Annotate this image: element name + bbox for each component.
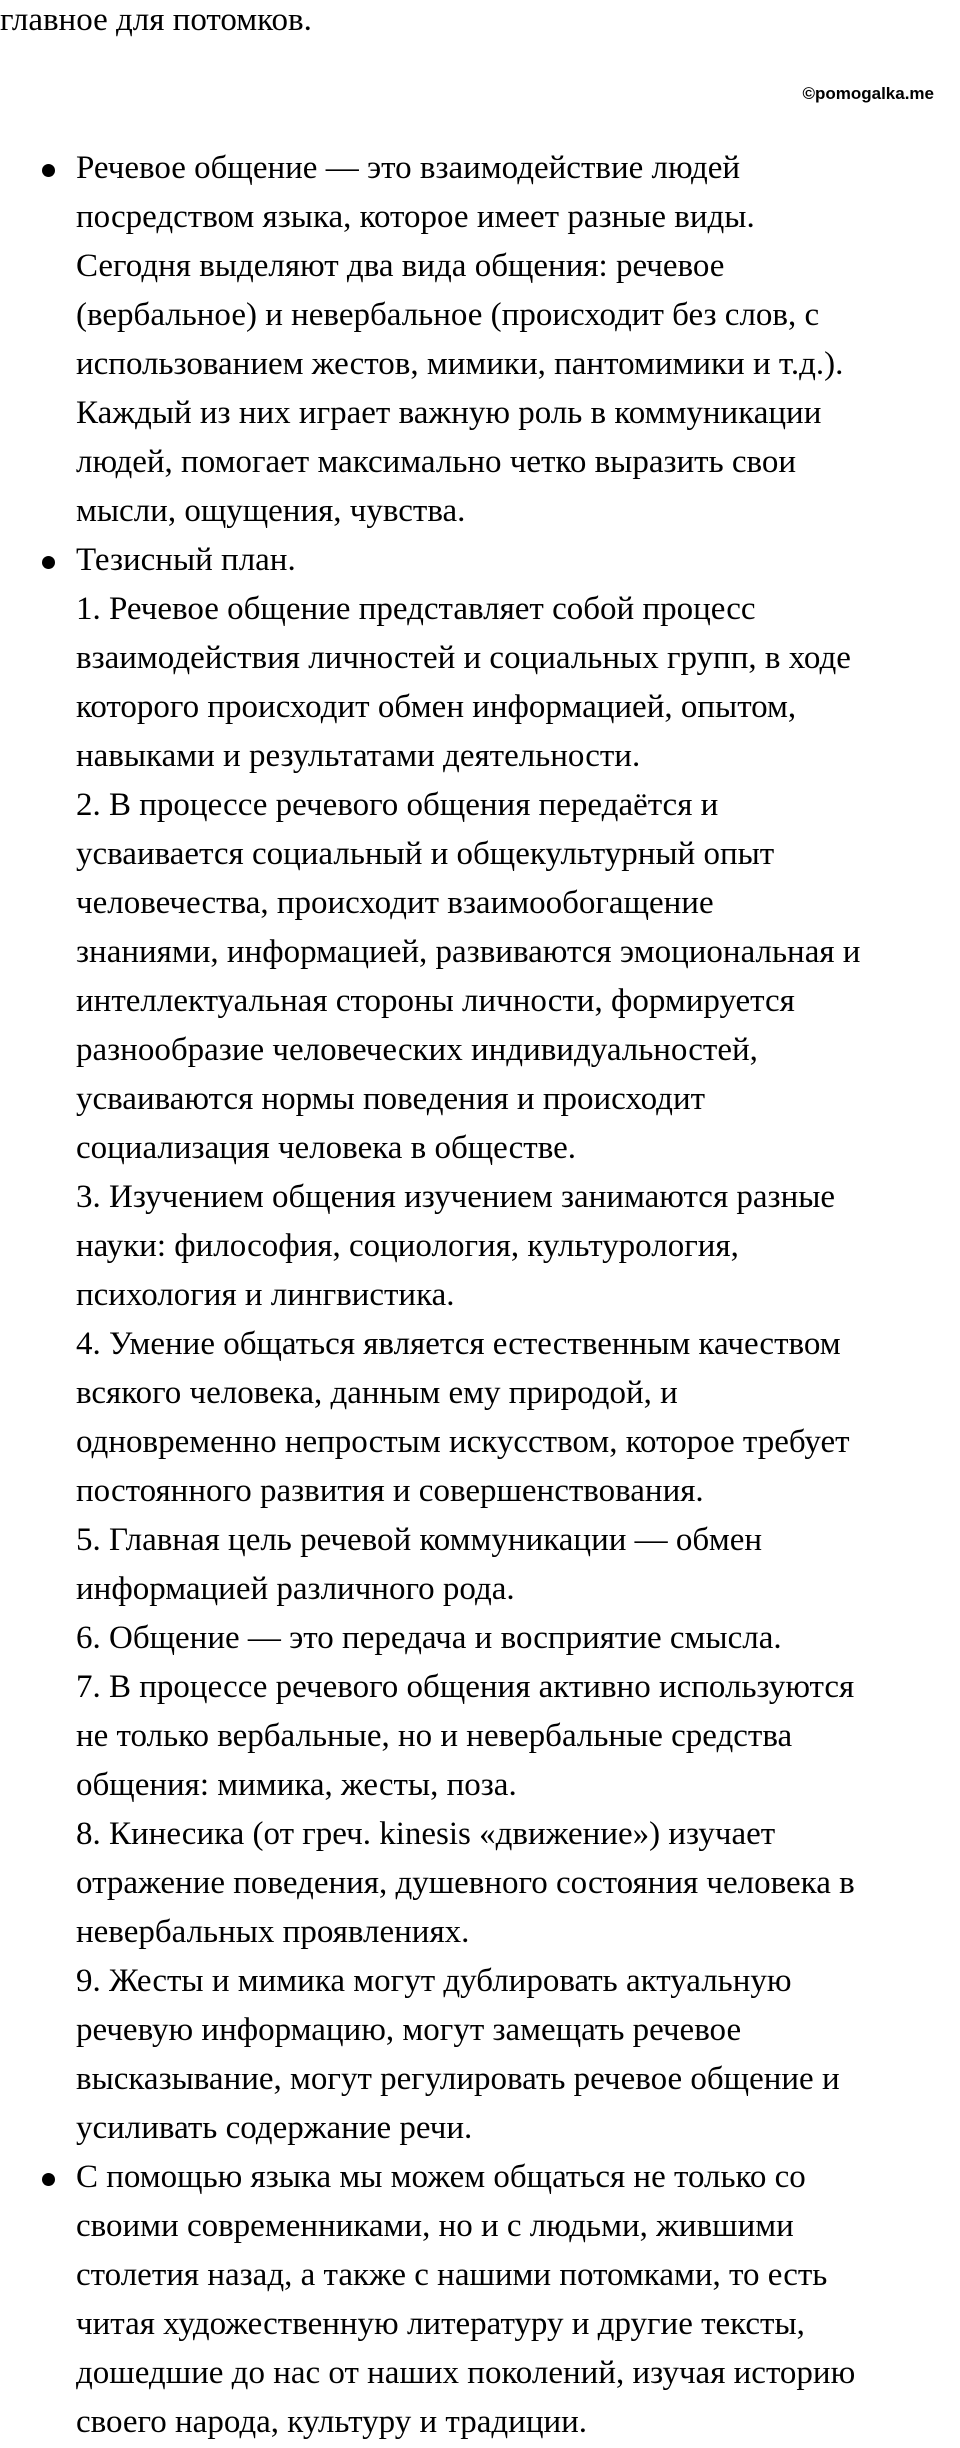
text-line: 3. Изучением общения изучением занимаются разные	[76, 1179, 836, 1215]
text-line: (вербальное) и невербальное (происходит без слов, с	[76, 297, 820, 333]
text-line: Тезисный план.	[76, 542, 296, 578]
text-line: которого происходит обмен информацией, опытом,	[76, 689, 797, 725]
text-line: усваивается социальный и общекультурный опыт	[76, 836, 775, 872]
text-line: усваиваются нормы поведения и происходит	[76, 1081, 706, 1117]
watermark: ©pomogalka.me	[802, 84, 934, 103]
bullet-dot-icon	[42, 164, 55, 177]
bullet-dot-icon	[42, 2173, 55, 2186]
text-line: отражение поведения, душевного состояния человека в	[76, 1865, 855, 1901]
text-line: 9. Жесты и мимика могут дублировать актуальную	[76, 1963, 792, 1999]
text-line: невербальных проявлениях.	[76, 1914, 470, 1950]
text-line: 2. В процессе речевого общения передаётся и	[76, 787, 719, 823]
text-line: 1. Речевое общение представляет собой процесс	[76, 591, 756, 627]
text-line: речевую информацию, могут замещать речевое	[76, 2012, 742, 2048]
top-text-line: главное для потомков.	[0, 2, 312, 38]
text-line: использованием жестов, мимики, пантомимики и т.д.).	[76, 346, 844, 382]
text-line: человечества, происходит взаимообогащение	[76, 885, 714, 921]
text-line: своего народа, культуру и традиции.	[76, 2404, 588, 2440]
text-line: информацией различного рода.	[76, 1571, 515, 1607]
text-line: не только вербальные, но и невербальные средства	[76, 1718, 793, 1754]
text-line: дошедшие до нас от наших поколений, изучая историю	[76, 2355, 856, 2391]
bullet-list	[0, 144, 960, 2447]
text-line: разнообразие человеческих индивидуальностей,	[76, 1032, 758, 1068]
text-line: общения: мимика, жесты, поза.	[76, 1767, 517, 1803]
text-line: 5. Главная цель речевой коммуникации — обмен	[76, 1522, 763, 1558]
text-line: С помощью языка мы можем общаться не только со	[76, 2159, 806, 2195]
text-line: людей, помогает максимально четко выразить свои	[76, 444, 797, 480]
bullet-item	[0, 536, 960, 2153]
text-line: науки: философия, социология, культурология,	[76, 1228, 739, 1264]
text-line: своими современниками, но и с людьми, жившими	[76, 2208, 794, 2244]
text-line: Сегодня выделяют два вида общения: речевое	[76, 248, 725, 284]
text-line: усиливать содержание речи.	[76, 2110, 473, 2146]
text-line: 7. В процессе речевого общения активно используются	[76, 1669, 855, 1705]
bullet-item	[0, 144, 960, 536]
text-line: посредством языка, которое имеет разные виды.	[76, 199, 755, 235]
text-line: мысли, ощущения, чувства.	[76, 493, 466, 529]
text-line: 4. Умение общаться является естественным качеством	[76, 1326, 841, 1362]
text-line: 6. Общение — это передача и восприятие смысла.	[76, 1620, 782, 1656]
text-line: столетия назад, а также с нашими потомками, то есть	[76, 2257, 828, 2293]
text-line: социализация человека в обществе.	[76, 1130, 576, 1166]
text-line: взаимодействия личностей и социальных групп, в ходе	[76, 640, 851, 676]
text-line: психология и лингвистика.	[76, 1277, 455, 1313]
text-line: одновременно непростым искусством, которое требует	[76, 1424, 850, 1460]
bullet-dot-icon	[42, 556, 55, 569]
text-line: высказывание, могут регулировать речевое общение и	[76, 2061, 840, 2097]
text-line: Каждый из них играет важную роль в коммуникации	[76, 395, 822, 431]
bullet-item	[0, 2153, 960, 2447]
text-line: 8. Кинесика (от греч. kinesis «движение») изучает	[76, 1816, 776, 1852]
text-line: интеллектуальная стороны личности, формируется	[76, 983, 795, 1019]
text-line: навыками и результатами деятельности.	[76, 738, 641, 774]
text-line: постоянного развития и совершенствования.	[76, 1473, 704, 1509]
text-line: Речевое общение — это взаимодействие людей	[76, 150, 741, 186]
text-line: всякого человека, данным ему природой, и	[76, 1375, 678, 1411]
text-line: знаниями, информацией, развиваются эмоциональная и	[76, 934, 861, 970]
text-line: читая художественную литературу и другие тексты,	[76, 2306, 805, 2342]
